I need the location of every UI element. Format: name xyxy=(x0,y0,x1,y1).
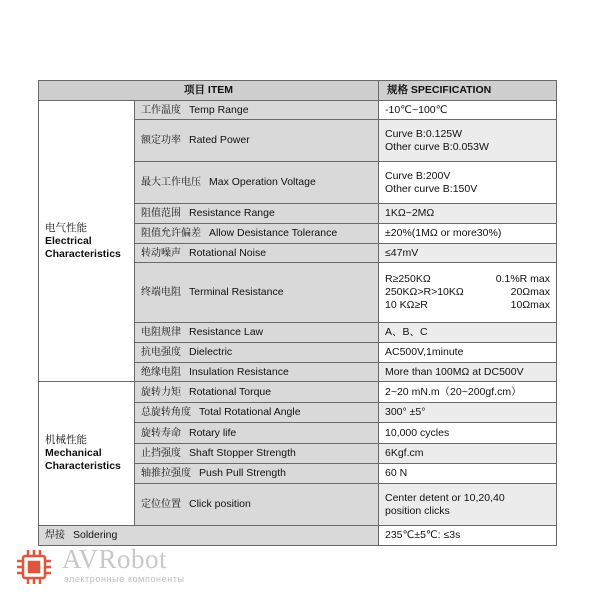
item-label: 阻值范围 Resistance Range xyxy=(135,204,379,224)
category-mechanical: 机械性能 Mechanical Characteristics xyxy=(39,382,135,526)
item-label: 工作温度 Temp Range xyxy=(135,101,379,120)
header-spec: 规格 SPECIFICATION xyxy=(379,81,557,101)
spec-value: ≤47mV xyxy=(379,244,557,263)
category-electrical: 电气性能 Electrical Characteristics xyxy=(39,101,135,382)
logo-subtitle: электронные компоненты xyxy=(64,574,185,584)
item-label: 抗电强度 Dielectric xyxy=(135,343,379,363)
table-row xyxy=(39,101,557,120)
spec-value: 300° ±5° xyxy=(379,403,557,423)
table-row-soldering xyxy=(39,526,557,546)
spec-value: 1KΩ~2MΩ xyxy=(379,204,557,224)
item-label: 阻值允许偏差 Allow Desistance Tolerance xyxy=(135,224,379,244)
spec-value: -10℃~100℃ xyxy=(379,101,557,120)
spec-table xyxy=(38,80,557,546)
spec-value: AC500V,1minute xyxy=(379,343,557,363)
chip-logo-icon xyxy=(14,547,54,587)
spec-value: Curve B:0.125W Other curve B:0.053W xyxy=(379,120,557,162)
spec-value: ±20%(1MΩ or more30%) xyxy=(379,224,557,244)
table-row xyxy=(39,382,557,403)
header-item: 项目 ITEM xyxy=(39,81,379,101)
spec-value: 2~20 mN.m（20~200gf.cm） xyxy=(379,382,557,403)
item-label: 绝缘电阻 Insulation Resistance xyxy=(135,363,379,382)
item-label: 终端电阻 Terminal Resistance xyxy=(135,263,379,323)
item-label: 旋转力矩 Rotational Torque xyxy=(135,382,379,403)
spec-value: 10,000 cycles xyxy=(379,423,557,444)
item-label: 转动噪声 Rotational Noise xyxy=(135,244,379,263)
item-label: 旋转寿命 Rotary life xyxy=(135,423,379,444)
spec-value: 6Kgf.cm xyxy=(379,444,557,464)
item-label: 总旋转角度 Total Rotational Angle xyxy=(135,403,379,423)
item-label: 电阻规律 Resistance Law xyxy=(135,323,379,343)
item-label: 焊接 Soldering xyxy=(39,526,379,546)
logo-name: AVRobot xyxy=(62,544,168,574)
watermark-logo xyxy=(14,544,314,587)
item-label: 定位位置 Click position xyxy=(135,484,379,526)
spec-value: R≥250KΩ 0.1%R max 250KΩ>R>10KΩ 20Ωmax 10 KΩ≥R 10Ωmax xyxy=(379,263,557,323)
header-row xyxy=(39,81,557,101)
item-label: 止挡强度 Shaft Stopper Strength xyxy=(135,444,379,464)
spec-value: A、B、C xyxy=(379,323,557,343)
item-label: 额定功率 Rated Power xyxy=(135,120,379,162)
item-label: 最大工作电压 Max Operation Voltage xyxy=(135,162,379,204)
item-label: 轴推拉强度 Push Pull Strength xyxy=(135,464,379,484)
spec-value: Curve B:200V Other curve B:150V xyxy=(379,162,557,204)
spec-value: 235℃±5℃: ≤3s xyxy=(379,526,557,546)
spec-value: 60 N xyxy=(379,464,557,484)
spec-value: More than 100MΩ at DC500V xyxy=(379,363,557,382)
spec-value: Center detent or 10,20,40 position clicks xyxy=(379,484,557,526)
